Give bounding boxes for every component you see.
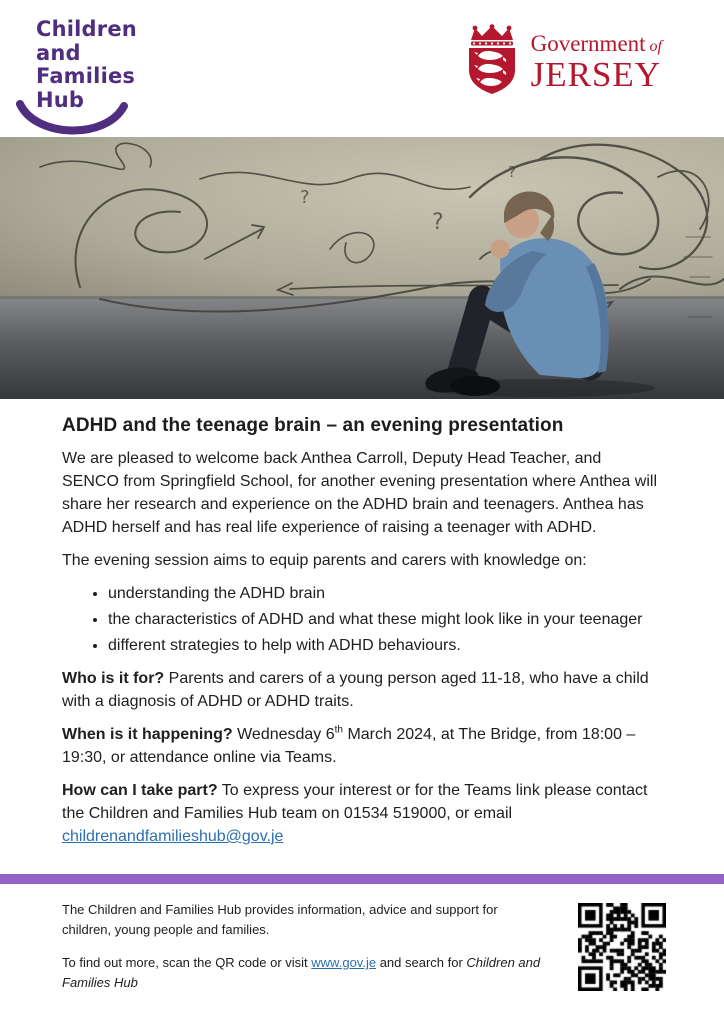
list-item: • different strategies to help with ADHD behaviours. <box>108 634 662 657</box>
footer-paragraph: The Children and Families Hub provides information, advice and support for children, young people and families. <box>62 902 498 937</box>
svg-text:?: ? <box>300 187 310 208</box>
gov-word-jersey: JERSEY <box>530 55 662 94</box>
hero-photo-illustration <box>0 137 724 399</box>
smile-icon <box>12 98 132 142</box>
who-text: Parents and carers of a young person aged 11-18, who have a child with a diagnosis of ADHD or ADHD traits. <box>62 670 649 710</box>
jersey-crest-icon <box>463 24 521 102</box>
govje-link[interactable]: www.gov.je <box>311 955 377 970</box>
qr-code-image <box>578 903 666 991</box>
cfh-logo-line: Children <box>36 17 137 41</box>
session-intro-paragraph: The evening session aims to equip parents and carers with knowledge on: <box>62 552 587 569</box>
government-of-jersey-logo <box>463 24 662 102</box>
gov-logo-text <box>531 24 662 92</box>
cfh-logo-line: and <box>36 40 81 65</box>
when-text: Wednesday 6 <box>232 726 335 743</box>
intro-paragraph: We are pleased to welcome back Anthea Carroll, Deputy Head Teacher, and SENCO from Springfield School, for another evening presentation where Anthea will share her research and experience on the ADHD brain and teenagers. Anthea has ADHD herself and has real life experience of raising a teenager with ADHD. <box>62 450 657 536</box>
header <box>0 0 724 137</box>
children-and-families-hub-logo <box>36 18 137 113</box>
page-title: ADHD and the teenage brain – an evening presentation <box>62 415 564 436</box>
cfh-logo-line: Hub <box>36 88 85 113</box>
footer-paragraph <box>62 953 542 993</box>
how-paragraph <box>62 779 662 848</box>
email-link[interactable]: childrenandfamilieshub@gov.je <box>62 828 284 845</box>
gov-word: Government <box>530 31 646 56</box>
list-item: • understanding the ADHD brain <box>108 582 662 605</box>
footer-text <box>62 900 542 1006</box>
ordinal-suffix: th <box>334 724 343 736</box>
divider-bar <box>0 874 724 884</box>
when-label: When is it happening? <box>62 726 233 743</box>
when-text: March 2024, at The Bridge, from 18:00 – 19:30, or attendance online via Teams. <box>62 726 636 766</box>
when-paragraph <box>62 723 662 769</box>
main-content <box>0 399 724 874</box>
hero-photo <box>0 137 724 399</box>
footer <box>0 884 724 1006</box>
svg-text:?: ? <box>508 163 516 181</box>
how-label: How can I take part? <box>62 782 218 799</box>
footer-italic-span: Children and Families Hub <box>62 955 541 990</box>
cfh-logo-line: Families <box>36 64 136 89</box>
knowledge-bullet-list <box>62 582 662 657</box>
list-item: • the characteristics of ADHD and what these might look like in your teenager <box>108 608 662 631</box>
who-label: Who is it for? <box>62 670 165 687</box>
how-text: To express your interest or for the Teams link please contact the Children and Families Hub team on 01534 519000, or email <box>62 782 648 822</box>
svg-text:?: ? <box>432 210 444 235</box>
footer-text-span: To find out more, scan the QR code or visit <box>62 955 312 970</box>
who-paragraph <box>62 667 662 713</box>
footer-text-span: and search for <box>376 955 467 970</box>
gov-word-of: of <box>649 38 662 55</box>
